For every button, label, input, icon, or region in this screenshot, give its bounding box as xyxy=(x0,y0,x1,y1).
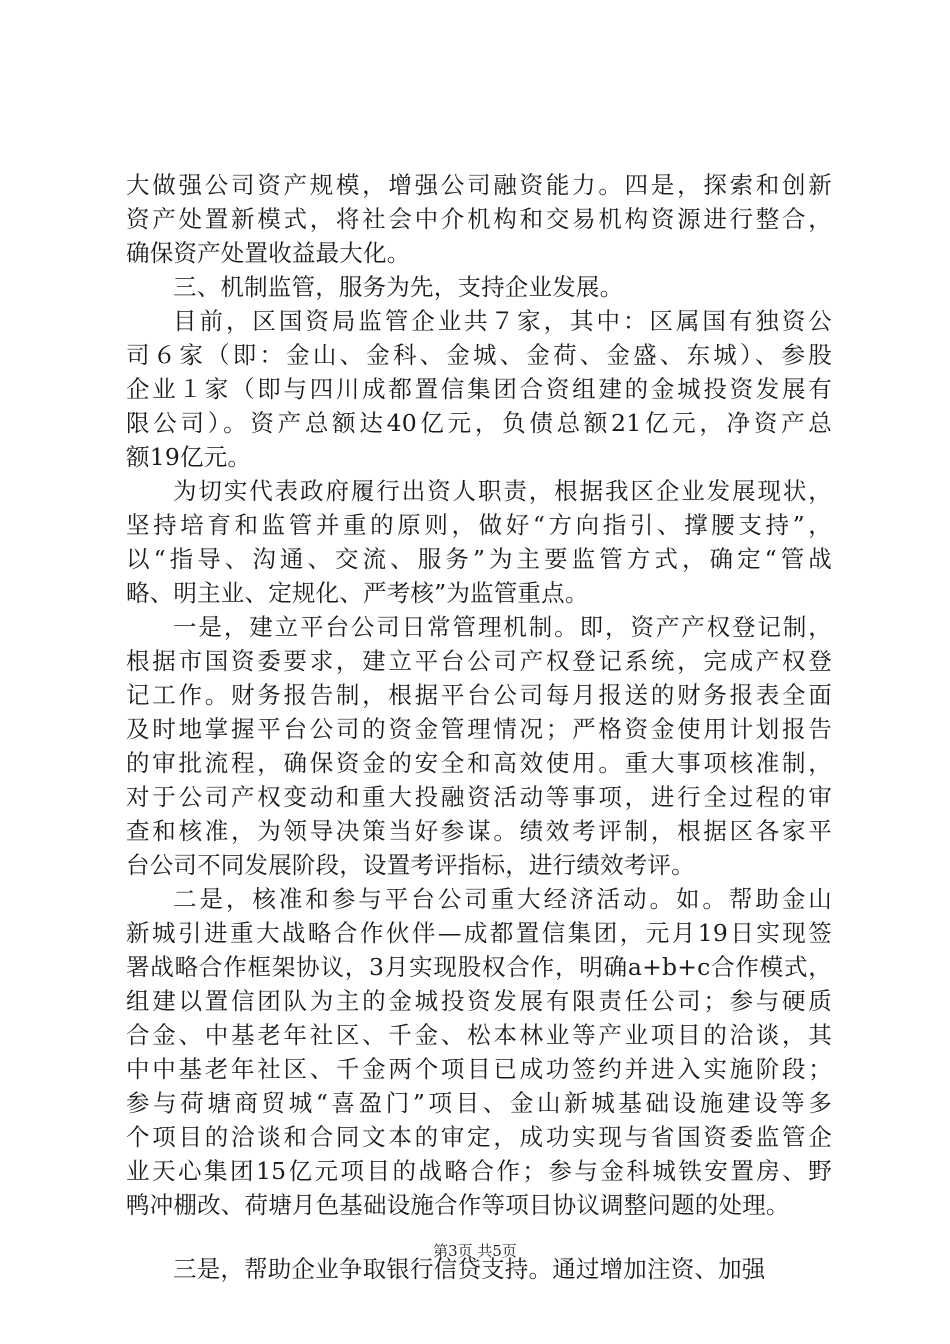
text-line: 资产处置新模式，将社会中介机构和交易机构资源进行整合， xyxy=(126,205,832,233)
text-line: 及时地掌握平台公司的资金管理情况；严格资金使用计划报告 xyxy=(126,715,832,743)
text-line: 企业１家（即与四川成都置信集团合资组建的金城投资发展有 xyxy=(126,375,832,403)
text-line: 组建以置信团队为主的金城投资发展有限责任公司；参与硬质 xyxy=(126,987,832,1015)
text-line: 业天心集团15亿元项目的战略合作；参与金科城铁安置房、野 xyxy=(126,1157,832,1185)
text-line: 个项目的洽谈和合同文本的审定，成功实现与省国资委监管企 xyxy=(126,1123,832,1151)
paragraph xyxy=(126,270,832,304)
text-line: 一是，建立平台公司日常管理机制。即，资产产权登记制， xyxy=(173,613,832,641)
paragraph xyxy=(126,168,832,270)
text-line: 为切实代表政府履行出资人职责，根据我区企业发展现状， xyxy=(173,477,832,505)
paragraph xyxy=(126,474,832,610)
text-line: 司６家（即：金山、金科、金城、金荷、金盛、东城）、参股 xyxy=(126,341,832,369)
paragraph xyxy=(126,610,832,882)
text-line: 记工作。财务报告制，根据平台公司每月报送的财务报表全面 xyxy=(126,681,832,709)
text-line: 查和核准，为领导决策当好参谋。绩效考评制，根据区各家平 xyxy=(126,817,832,845)
text-line: 台公司不同发展阶段，设置考评指标，进行绩效考评。 xyxy=(126,851,695,879)
page-footer: 第3页 共5页 xyxy=(433,1242,517,1260)
text-line: 以“指导、沟通、交流、服务”为主要监管方式，确定“管战 xyxy=(126,545,832,573)
text-line: 大做强公司资产规模，增强公司融资能力。四是，探索和创新 xyxy=(126,171,832,199)
text-line: 的审批流程，确保资金的安全和高效使用。重大事项核准制， xyxy=(126,749,832,777)
text-line: 额19亿元。 xyxy=(126,443,252,471)
text-line: 确保资产处置收益最大化。 xyxy=(126,239,411,267)
text-line: 对于公司产权变动和重大投融资活动等事项，进行全过程的审 xyxy=(126,783,832,811)
paragraph xyxy=(126,304,832,474)
text-line: 新城引进重大战略合作伙伴—成都置信集团，元月19日实现签 xyxy=(126,919,832,947)
text-line: 限公司）。资产总额达40亿元，负债总额21亿元，净资产总 xyxy=(126,409,832,437)
text-line: 目前，区国资局监管企业共７家，其中：区属国有独资公 xyxy=(173,307,832,335)
text-line: 鸭冲棚改、荷塘月色基础设施合作等项目协议调整问题的处理。 xyxy=(126,1191,790,1219)
paragraph xyxy=(126,882,832,1222)
text-line: 根据市国资委要求，建立平台公司产权登记系统，完成产权登 xyxy=(126,647,832,675)
text-line: 三是，帮助企业争取银行信贷支持。通过增加注资、加强 xyxy=(173,1255,766,1283)
text-line: 参与荷塘商贸城“喜盈门”项目、金山新城基础设施建设等多 xyxy=(126,1089,832,1117)
text-line: 略、明主业、定规化、严考核”为监管重点。 xyxy=(126,579,589,607)
document-body xyxy=(126,168,832,1286)
text-line: 二是，核准和参与平台公司重大经济活动。如。帮助金山 xyxy=(173,885,832,913)
text-line: 中中基老年社区、千金两个项目已成功签约并进入实施阶段； xyxy=(126,1055,832,1083)
text-line: 合金、中基老年社区、千金、松本林业等产业项目的洽谈，其 xyxy=(126,1021,832,1049)
text-line: 三、机制监管，服务为先，支持企业发展。 xyxy=(173,273,624,301)
text-line: 坚持培育和监管并重的原则，做好“方向指引、撑腰支持”， xyxy=(126,511,832,539)
text-line: 署战略合作框架协议，3月实现股权合作，明确a+b+c合作模式， xyxy=(126,953,832,981)
